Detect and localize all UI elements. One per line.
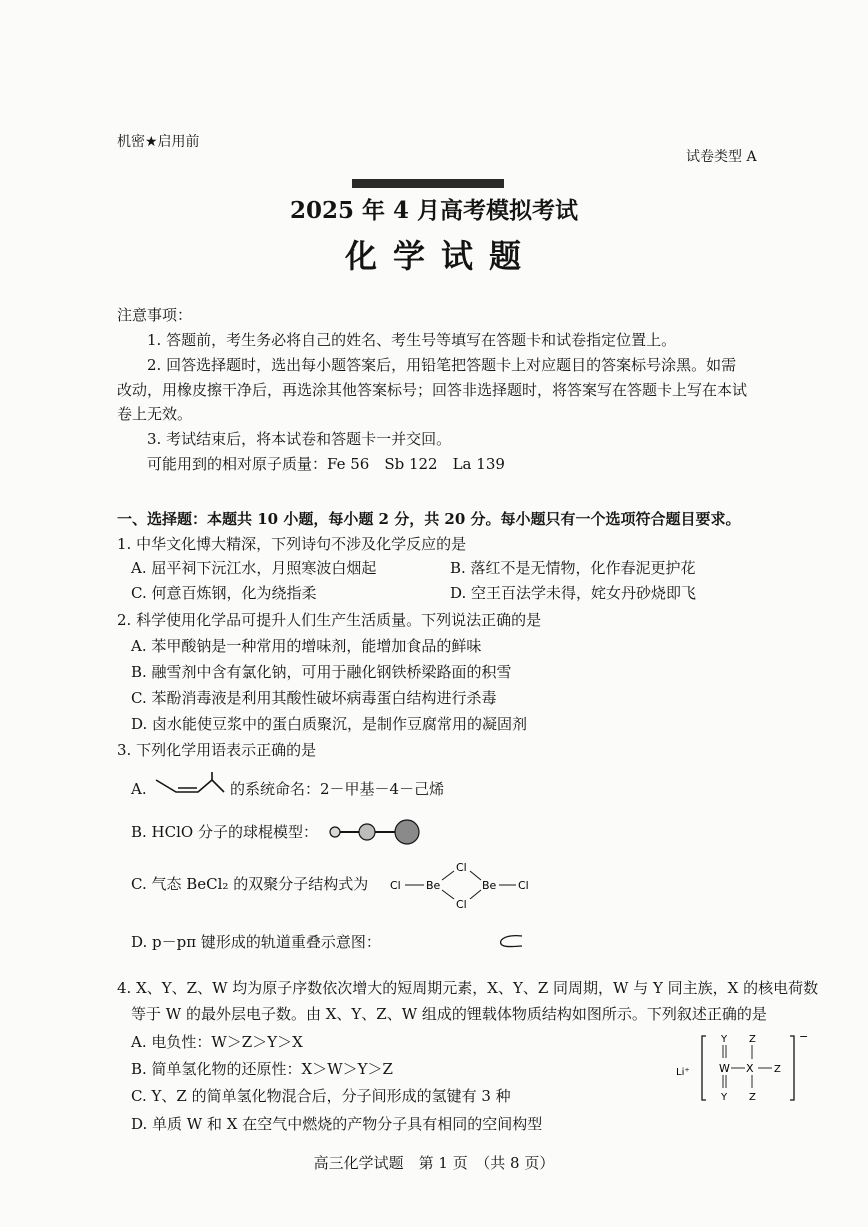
q4-stem-1: 4. X、Y、Z、W 均为原子序数依次增大的短周期元素，X、Y、Z 同周期，W 与 Y 同主族，X 的核电荷数	[117, 979, 819, 997]
exam-title: 2025 年 4 月高考模拟考试	[289, 197, 579, 224]
note-item-2-end: 卷上无效。	[117, 405, 193, 423]
q2-option-d: D. 卤水能使豆浆中的蛋白质聚沉，是制作豆腐常用的凝固剂	[131, 715, 528, 733]
note-item-2: 2. 回答选择题时，选出每小题答案后，用铅笔把答题卡上对应题目的答案标号涂黑。如需	[147, 356, 737, 374]
bec-cl-bottom: Cl	[456, 898, 467, 910]
hclo-ball-stick-model	[327, 817, 423, 847]
confidential-label: 机密★启用前	[117, 134, 200, 150]
q2-stem: 2. 科学使用化学品可提升人们生产生活质量。下列说法正确的是	[117, 611, 542, 629]
lithium-carrier-structure	[672, 1030, 810, 1106]
atom-w: W	[719, 1062, 730, 1075]
atomic-masses: 可能用到的相对原子质量：Fe 56 Sb 122 La 139	[147, 455, 505, 473]
atom-z-right: Z	[774, 1064, 781, 1075]
atom-z-bottom: Z	[749, 1092, 756, 1103]
bec-be-right: Be	[482, 879, 497, 892]
q1-stem: 1. 中华文化博大精深，下列诗句不涉及化学反应的是	[117, 535, 467, 553]
q3-stem: 3. 下列化学用语表示正确的是	[117, 741, 317, 759]
q3-option-a-label: A.	[131, 780, 147, 798]
q4-option-d: D. 单质 W 和 X 在空气中燃烧的产物分子具有相同的空间构型	[131, 1115, 543, 1133]
q4-stem-2: 等于 W 的最外层电子数。由 X、Y、Z、W 组成的锂载体物质结构如图所示。下列叙述正确的是	[131, 1005, 767, 1023]
notes-heading: 注意事项：	[117, 306, 193, 324]
q3-option-d-text: D. p－pπ 键形成的轨道重叠示意图：	[131, 933, 381, 951]
q4-option-a: A. 电负性：W＞Z＞Y＞X	[131, 1033, 303, 1051]
q1-option-c: C. 何意百炼钢，化为绕指柔	[131, 584, 317, 602]
becl2-dimer-structure	[388, 858, 536, 910]
q2-option-c: C. 苯酚消毒液是利用其酸性破坏病毒蛋白结构进行杀毒	[131, 689, 497, 707]
q2-option-a: A. 苯甲酸钠是一种常用的增味剂，能增加食品的鲜味	[131, 637, 482, 655]
redacted-school-name	[352, 179, 504, 188]
subject-title: 化学试题	[344, 237, 537, 275]
orbital-overlap-diagram	[494, 932, 530, 952]
page-footer: 高三化学试题 第 1 页 （共 8 页）	[313, 1154, 555, 1172]
atom-x: X	[746, 1062, 754, 1075]
q4-option-b: B. 简单氢化物的还原性：X＞W＞Y＞Z	[131, 1060, 393, 1078]
bec-cl-top: Cl	[456, 861, 467, 874]
q3-option-c-text: C. 气态 BeCl₂ 的双聚分子结构式为	[131, 875, 369, 893]
bec-be-left: Be	[426, 879, 441, 892]
q1-option-b: B. 落红不是无情物，化作春泥更护花	[450, 559, 696, 577]
alkene-skeletal-formula	[154, 770, 226, 806]
bec-cl-left: Cl	[390, 879, 401, 892]
paper-type-label: 试卷类型 A	[686, 149, 757, 165]
bec-cl-right: Cl	[518, 879, 529, 892]
atom-z-top: Z	[749, 1034, 756, 1045]
q3-option-a-text: 的系统命名：2－甲基－4－己烯	[230, 780, 445, 798]
q1-option-d: D. 空王百法学未得，姹女丹砂烧即飞	[450, 584, 697, 602]
q3-option-b-text: B. HClO 分子的球棍模型：	[131, 823, 318, 841]
section-heading: 一、选择题：本题共 10 小题，每小题 2 分，共 20 分。每小题只有一个选项符合题目要求。	[117, 510, 741, 528]
atom-y-top: Y	[721, 1034, 728, 1045]
note-item-3: 3. 考试结束后，将本试卷和答题卡一并交回。	[147, 430, 452, 448]
note-item-1: 1. 答题前，考生务必将自己的姓名、考生号等填写在答题卡和试卷指定位置上。	[147, 331, 677, 349]
q4-option-c: C. Y、Z 的简单氢化物混合后，分子间形成的氢键有 3 种	[131, 1087, 511, 1105]
atom-y-bottom: Y	[721, 1092, 728, 1103]
q1-option-a: A. 屈平祠下沅江水，月照寒波白烟起	[131, 559, 377, 577]
anion-charge: −	[799, 1030, 809, 1043]
q2-option-b: B. 融雪剂中含有氯化钠，可用于融化钢铁桥梁路面的积雪	[131, 663, 512, 681]
note-item-2-cont: 改动，用橡皮擦干净后，再选涂其他答案标号；回答非选择题时，将答案写在答题卡上写在本试	[117, 381, 748, 399]
li-cation: Li⁺	[676, 1067, 690, 1078]
